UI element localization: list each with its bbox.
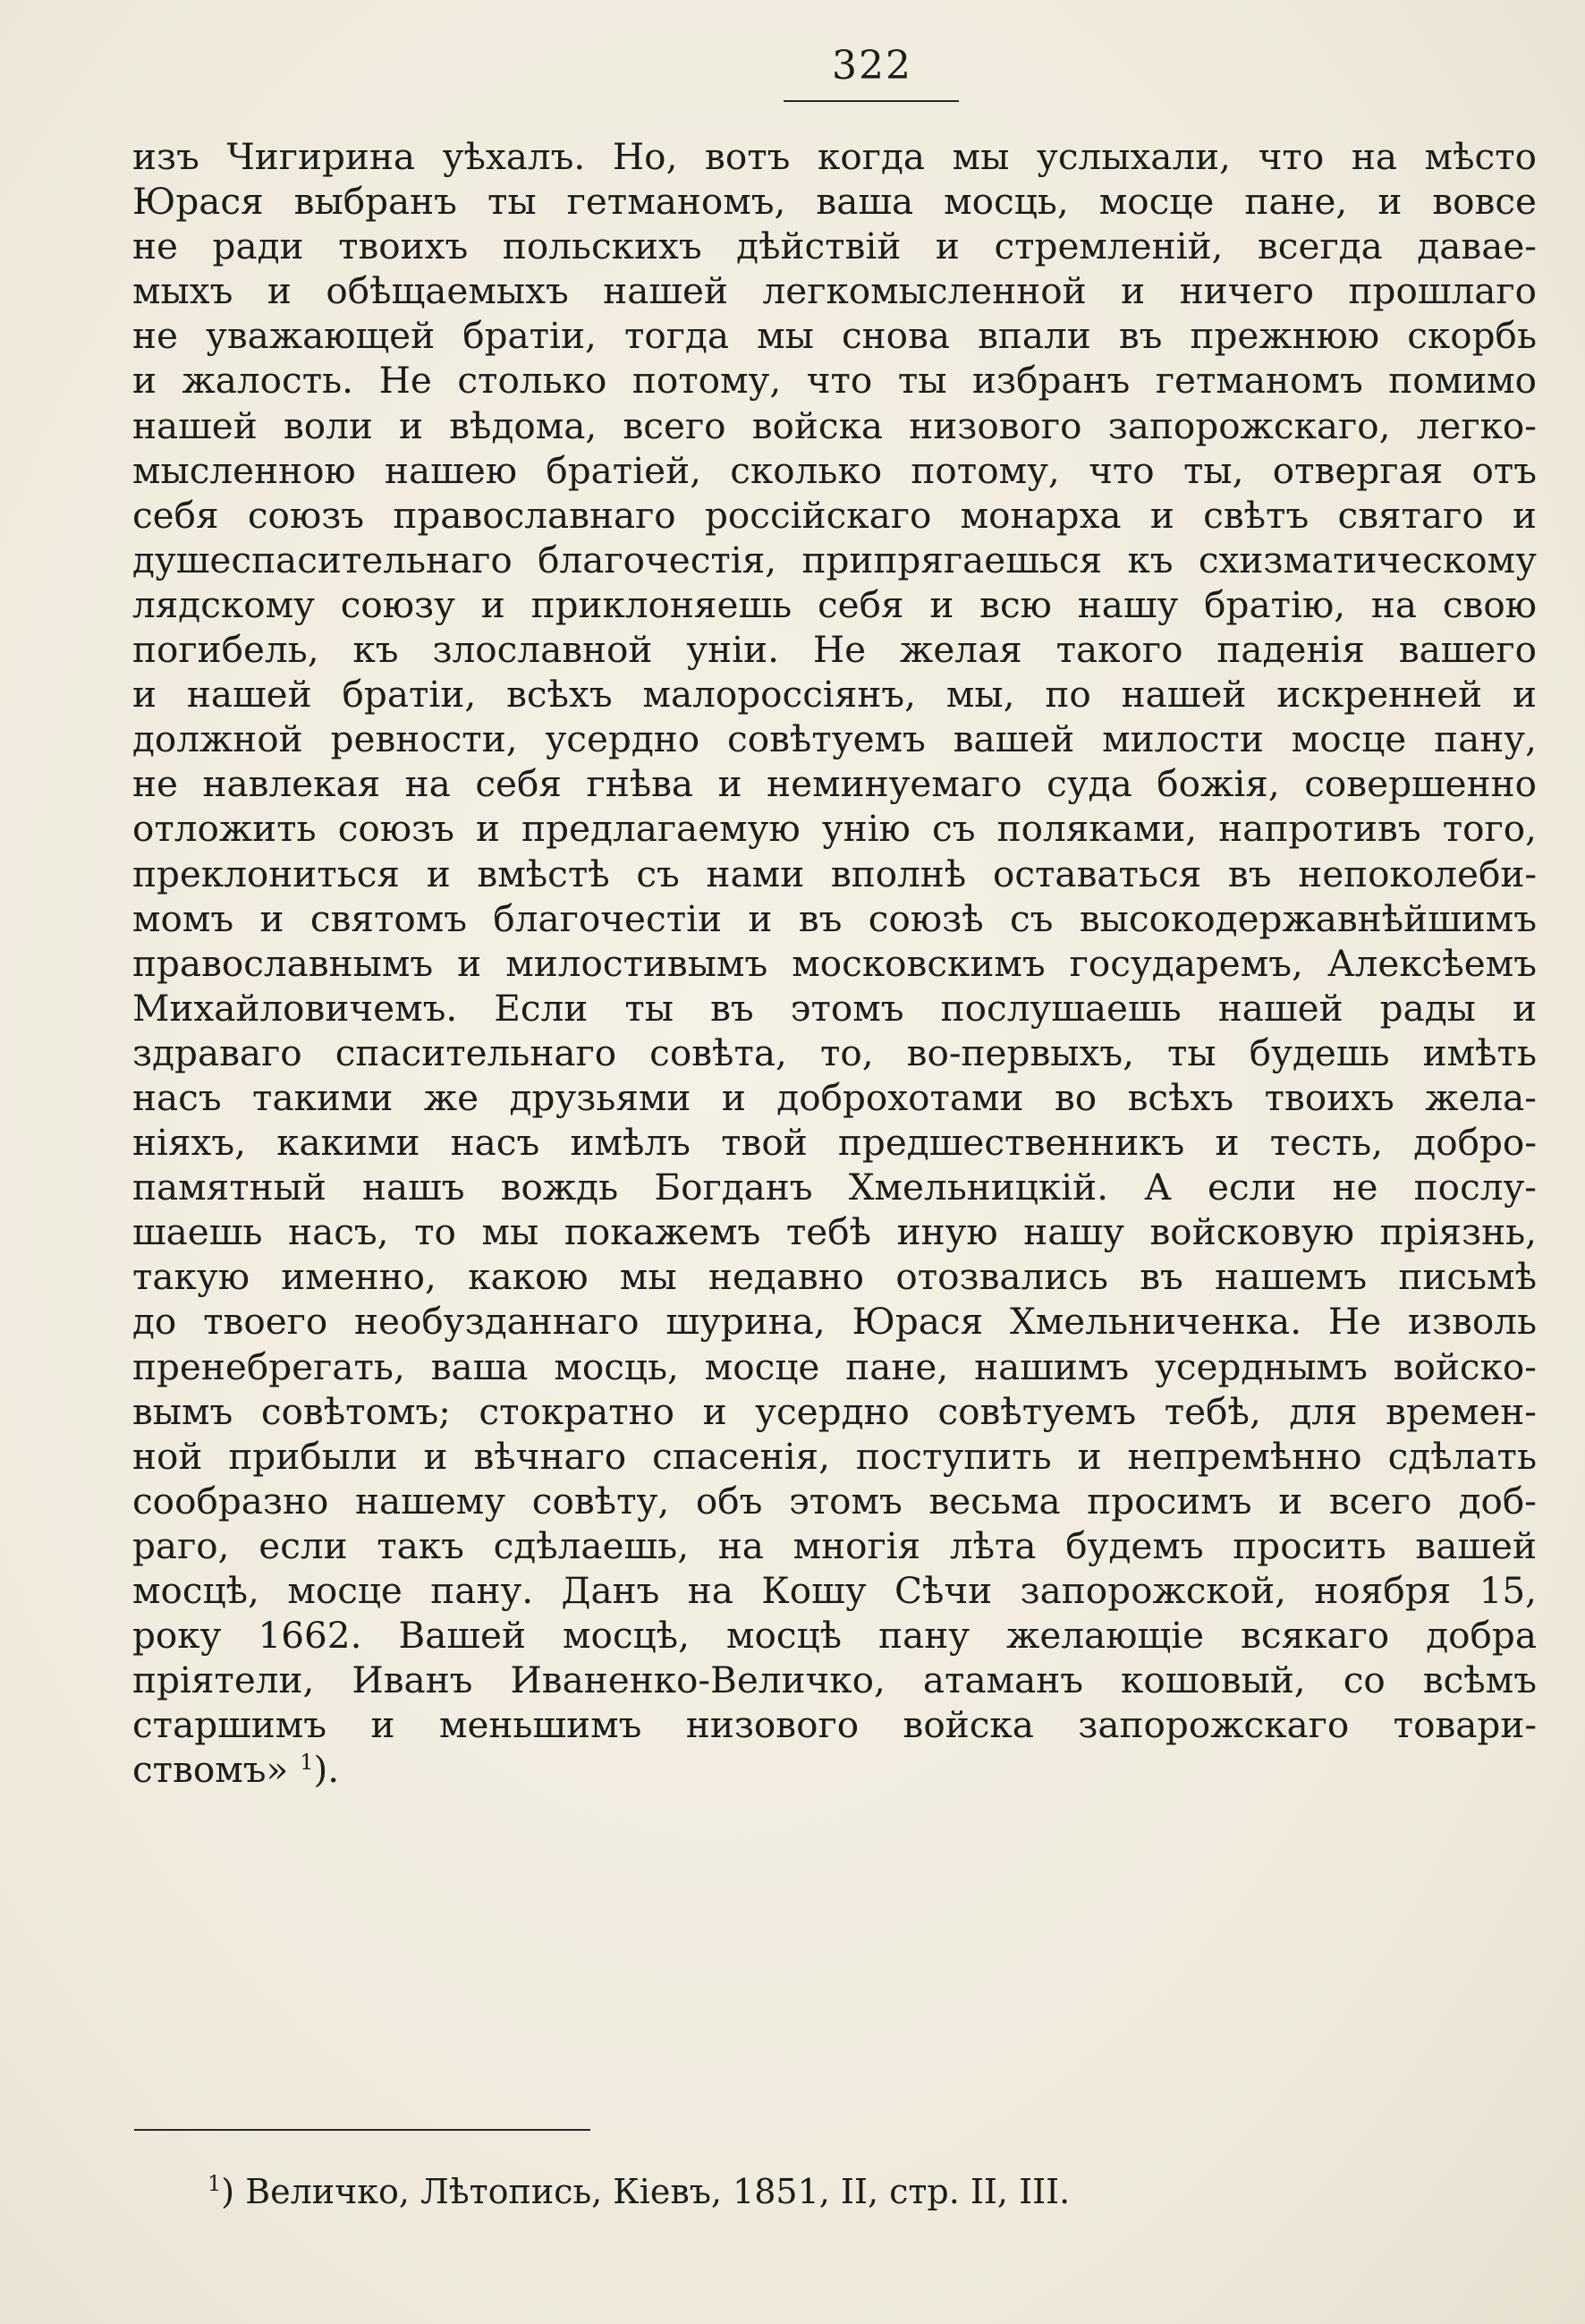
text-line: отложить союзъ и предлагаемую унію съ поляками, напротивъ того, xyxy=(132,807,1537,851)
footnote-reference: 1 xyxy=(300,1750,314,1776)
page-number: 322 xyxy=(832,43,912,89)
footnote-text: Величко, Лѣтопись, Кіевъ, 1851, II, стр. II, III. xyxy=(234,2172,1071,2211)
text-line: себя союзъ православнаго россійскаго монарха и свѣтъ святаго и xyxy=(132,493,1537,537)
body-text xyxy=(132,134,1537,1792)
text-line: сообразно нашему совѣту, объ этомъ весьма просимъ и всего доб- xyxy=(132,1479,1537,1522)
text-line: лядскому союзу и приклоняешь себя и всю нашу братію, на свою xyxy=(132,582,1537,626)
text-line: погибель, къ злославной уніи. Не желая такого паденія вашего xyxy=(132,628,1537,672)
text-line: ніяхъ, какими насъ имѣлъ твой предшественникъ и тесть, добро- xyxy=(132,1121,1537,1165)
text-line: мыхъ и обѣщаемыхъ нашей легкомысленной и ничего прошлаго xyxy=(132,269,1537,313)
footnote-paren: ) xyxy=(221,2172,235,2211)
text-line: душеспасительнаго благочестія, припрягаешься къ схизматическому xyxy=(132,538,1537,581)
text-line: Юрася выбранъ ты гетманомъ, ваша мосць, мосце пане, и вовсе xyxy=(132,180,1537,224)
text-line: нашей воли и вѣдома, всего войска низового запорожскаго, легко- xyxy=(132,403,1537,447)
text-line: пренебрегать, ваша мосць, мосце пане, нашимъ усерднымъ войско- xyxy=(132,1344,1537,1388)
text-line: такую именно, какою мы недавно отозвались въ нашемъ письмѣ xyxy=(132,1255,1537,1299)
text-line: до твоего необузданнаго шурина, Юрася Хмельниченка. Не изволь xyxy=(132,1300,1537,1344)
page-number-rule xyxy=(784,100,959,102)
text-line: изъ Чигирина уѣхалъ. Но, вотъ когда мы услыхали, что на мѣсто xyxy=(132,135,1537,178)
text-line: памятный нашъ вождь Богданъ Хмельницкій. А если не послу- xyxy=(132,1166,1537,1209)
text-line: насъ такими же друзьями и доброхотами во всѣхъ твоихъ жела- xyxy=(132,1075,1537,1119)
text-line: и жалость. Не столько потому, что ты избранъ гетманомъ помимо xyxy=(132,359,1537,403)
text-line: року 1662. Вашей мосцѣ, мосцѣ пану желающіе всякаго добра xyxy=(132,1614,1537,1658)
text-line: Михайловичемъ. Если ты въ этомъ послушаешь нашей рады и xyxy=(132,986,1537,1030)
text-line: мысленною нашею братіей, сколько потому, что ты, отвергая отъ xyxy=(132,448,1537,492)
text-line: момъ и святомъ благочестіи и въ союзѣ съ высокодержавнѣйшимъ xyxy=(132,896,1537,940)
last-line-end: ). xyxy=(313,1748,340,1792)
last-line-text: ствомъ» xyxy=(132,1748,289,1792)
footnote-rule xyxy=(134,2129,590,2131)
text-line: ной прибыли и вѣчнаго спасенія, поступить и непремѣнно сдѣлать xyxy=(132,1434,1537,1478)
text-line: вымъ совѣтомъ; стократно и усердно совѣтуемъ тебѣ, для времен- xyxy=(132,1389,1537,1433)
text-line: шаешь насъ, то мы покажемъ тебѣ иную нашу войсковую пріязнь, xyxy=(132,1210,1537,1254)
footnote-marker: 1 xyxy=(208,2171,222,2196)
text-line: старшимъ и меньшимъ низового войска запорожскаго товари- xyxy=(132,1703,1537,1747)
text-line: здраваго спасительнаго совѣта, то, во-первыхъ, ты будешь имѣть xyxy=(132,1031,1537,1074)
text-line: не навлекая на себя гнѣва и неминуемаго суда божія, совершенно xyxy=(132,762,1537,806)
text-line: пріятели, Иванъ Иваненко-Величко, атаманъ кошовый, со всѣмъ xyxy=(132,1658,1537,1702)
text-line: и нашей братіи, всѣхъ малороссіянъ, мы, по нашей искренней и xyxy=(132,673,1537,717)
text-line: должной ревности, усердно совѣтуемъ вашей милости мосце пану, xyxy=(132,717,1537,761)
text-line: преклониться и вмѣстѣ съ нами вполнѣ оставаться въ непоколеби- xyxy=(132,852,1537,895)
text-line: мосцѣ, мосце пану. Данъ на Кошу Сѣчи запорожской, ноября 15, xyxy=(132,1569,1537,1612)
text-line: православнымъ и милостивымъ московскимъ государемъ, Алексѣемъ xyxy=(132,941,1537,985)
text-line: раго, если такъ сдѣлаешь, на многія лѣта будемъ просить вашей xyxy=(132,1523,1537,1567)
text-line: не ради твоихъ польскихъ дѣйствій и стремленій, всегда давае- xyxy=(132,225,1537,268)
footnote xyxy=(208,2169,1281,2214)
text-line-last xyxy=(132,1747,1537,1792)
text-line: не уважающей братіи, тогда мы снова впали въ прежнюю скорбь xyxy=(132,314,1537,358)
